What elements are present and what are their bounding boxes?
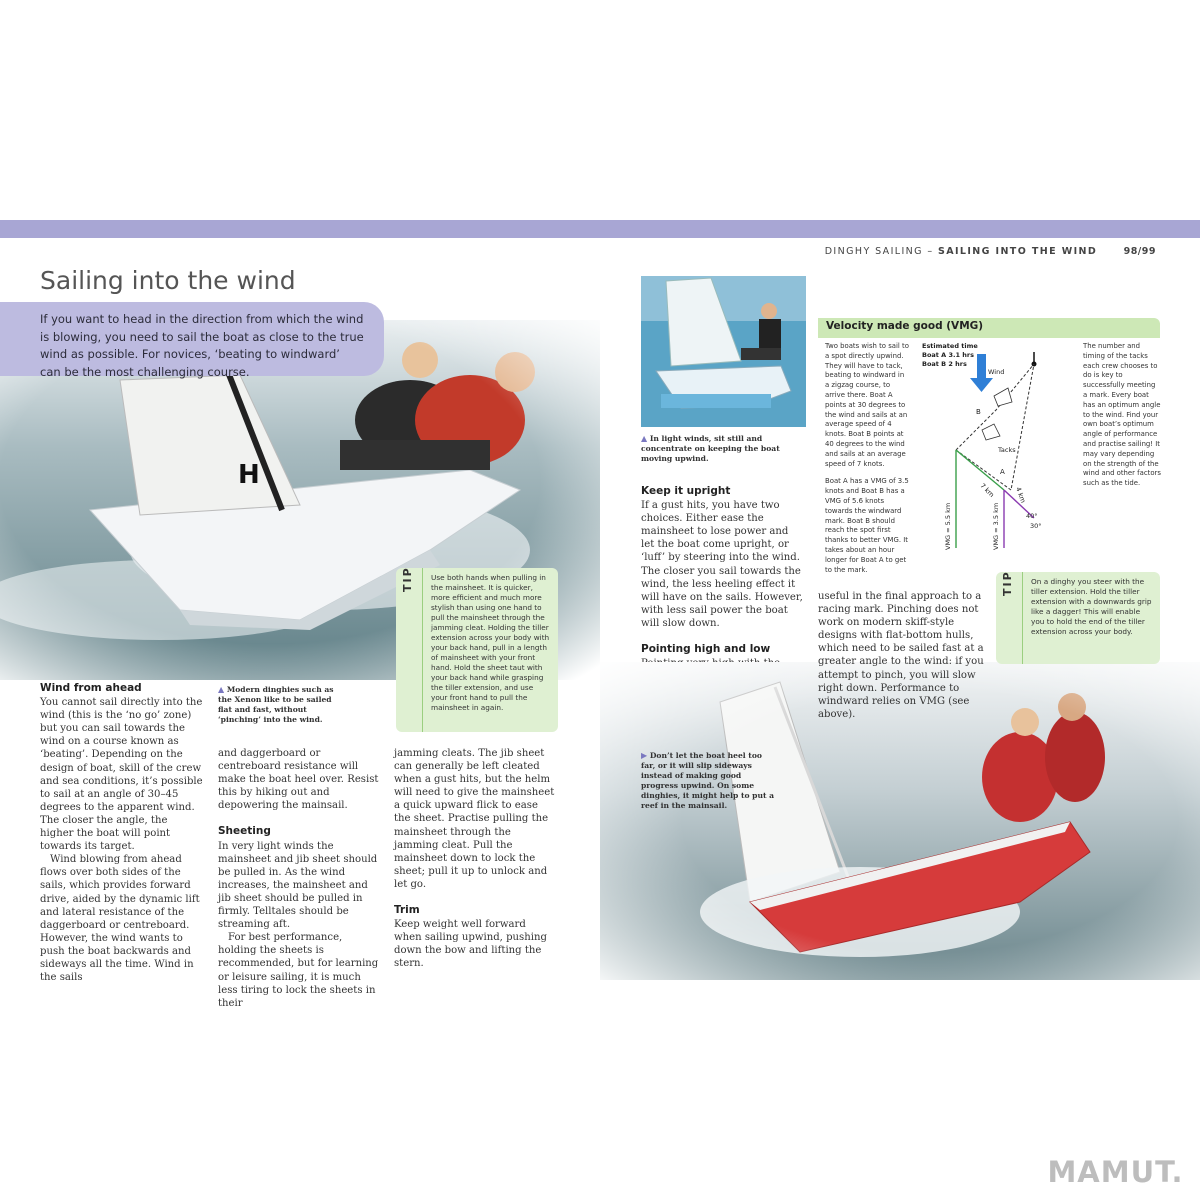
running-head-section: DINGHY SAILING <box>824 246 923 257</box>
column-pointing-cont <box>818 590 988 721</box>
label-b: B <box>976 408 981 416</box>
sheeting-p2: For best performance, holding the sheets is recommended, but for learning or leisure sailing, it is much less tiring to lock the sheets in their <box>218 932 379 1009</box>
tacks-label: Tacks <box>998 446 1016 454</box>
heading-pointing: Pointing high and low <box>641 643 771 656</box>
heading-keep-upright: Keep it upright <box>641 485 731 497</box>
estimated-time-title: Estimated time <box>922 342 978 350</box>
wind-from-ahead-p3: and daggerboard or centreboard resistance will make the boat heel over. Resist this by hiking out and depowering the mainsail. <box>218 748 379 812</box>
vmg-text-2: Boat A has a VMG of 3.5 knots and Boat B has a VMG of 5.6 knots towards the windward mark. Boat B should reach the spot first thanks to better VMG. It takes about an hour longer for Boat A to get to the mark. <box>825 477 909 574</box>
intro-text: If you want to head in the direction from which the wind is blowing, you need to sail the boat as close to the true wind as possible. For novices, ‘beating to windward’ can be the most challenging course. <box>40 312 364 379</box>
caption-arrow-icon: ▶ <box>641 750 648 760</box>
header-band <box>0 220 1200 238</box>
page-numbers: 98/99 <box>1123 246 1156 257</box>
vmg-text-1 <box>825 342 909 575</box>
sheeting-p3: jamming cleats. The jib sheet can generally be left cleated when a gust hits, but the helm will need to give the mainsheet a quick upward flick to ease the sheet. Practise pulling the mainsheet through the jamming cleat. Pull the mainsheet down to lock the sheet; pull it up to unlock and let go. <box>394 748 555 890</box>
caption-arrow-icon: ▲ <box>641 433 648 443</box>
sheeting-p1: In very light winds the mainsheet and jib sheet should be pulled in. As the wind increases, the mainsheet and jib sheet should be pulled in firmly. Telltales should be streaming aft. <box>218 840 378 931</box>
wind-from-ahead-p1: You cannot sail directly into the wind (this is the ‘no go’ zone) but you can sail towards the wind on a course known as ‘beating’. Depending on the design of boat, skill of the crew and sea conditions, it’s possible to sail at an angle of 30–45 degrees to the apparent wind. The closer the angle, the higher the boat will point towards its target. <box>40 697 203 853</box>
heading-trim: Trim <box>394 904 420 917</box>
intro-box <box>0 302 384 379</box>
vmg-diagram-svg <box>916 340 1082 558</box>
vmg-heading: Velocity made good (VMG) <box>818 318 1160 337</box>
track-line-b <box>956 450 1004 490</box>
vmg-panel-border <box>818 337 1160 338</box>
caption-light-winds-text: In light winds, sit still and concentrate on keeping the boat moving upwind. <box>641 434 780 463</box>
watermark-mamut: MAMUT. <box>1043 1156 1188 1188</box>
trim-p1: Keep weight well forward when sailing upwind, pushing down the bow and lifting the stern. <box>394 919 547 970</box>
wind-from-ahead-p2: Wind blowing from ahead flows over both sides of the sails, which provides forward drive, aided by the dynamic lift and lateral resistance of the daggerboard or centreboard. However, the wind wants to push the boat backwards and sideways all the time. Wind in the sails <box>40 854 200 984</box>
column-trim <box>394 747 556 971</box>
tip-text-tiller: On a dinghy you steer with the tiller extension. Hold the tiller extension with a downwards grip like a dagger! This will enable you to hold the end of the tiller extension across your body. <box>1031 577 1152 636</box>
column-wind-from-ahead <box>40 682 204 984</box>
heading-wind-from-ahead: Wind from ahead <box>40 682 142 694</box>
keep-upright-p1: If a gust hits, you have two choices. Either ease the mainsheet to lose power and let the boat come upright, or ‘luff’ by steering into the wind. The closer you sail towards the wind, the less heeling effect it will have on the sails. However, with less sail power the boat will slow down. <box>641 500 803 629</box>
caption-heel-text: Don’t let the boat heel too far, or it will slip sideways instead of making good progress upwind. On some dinghies, it might help to put a reef in the mainsail. <box>641 751 775 810</box>
heading-sheeting: Sheeting <box>218 825 271 838</box>
boat-b-icon <box>994 388 1012 406</box>
tip-box-mainsheet <box>396 568 558 732</box>
tip-label-text: TIP <box>1001 570 1014 596</box>
page-title: Sailing into the wind <box>40 266 296 295</box>
vmg-a-label: VMG = 3.5 km <box>992 502 1000 550</box>
wind-label: Wind <box>988 368 1005 376</box>
boat-a-icon <box>982 424 1000 440</box>
distance-a: 7 km <box>978 481 996 499</box>
boat-b-time: Boat B 2 hrs <box>922 360 967 368</box>
tip-box-tiller <box>996 572 1160 664</box>
sail-letter-h: H <box>238 460 260 490</box>
boat-a-time: Boat A 3.1 hrs <box>922 351 974 359</box>
vmg-b-label: VMG = 5.5 km <box>944 502 952 550</box>
vmg-diagram <box>916 340 1082 558</box>
column-sheeting <box>218 747 382 1010</box>
label-a: A <box>1000 468 1005 476</box>
distance-b: 4 km <box>1014 485 1028 505</box>
photo-light-winds <box>641 276 806 427</box>
tip-text-mainsheet: Use both hands when pulling in the mainsheet. It is quicker, more efficient and much more stylish than using one hand to pull the mainsheet through the jamming cleat. Holding the tiller extension across your body with your back hand, pull in a length of mainsheet with your front hand. Hold the sheet taut with your back hand while grasping the tiller extension, and use your front hand to pull the mainsheet in again. <box>431 573 550 712</box>
photo-light-winds-illustration <box>641 276 806 427</box>
tip-label-text: TIP <box>401 566 414 592</box>
tip-label <box>996 572 1023 664</box>
vmg-text-1-content: Two boats wish to sail to a spot directly upwind. They will have to tack, beating to windward in a zigzag course, to arrive there. Boat A points at 30 degrees to the wind and sails at an average speed of 4 knots. Boat B points at 40 degrees to the wind and sails at an average speed of 7 knots. <box>825 342 909 468</box>
caption-arrow-icon: ▲ <box>218 684 225 694</box>
caption-light-winds <box>641 433 791 464</box>
running-head-separator: – <box>927 246 934 257</box>
vmg-text-3: The number and timing of the tacks each crew chooses to do is key to successfully meeting a mark. Every boat has an optimum angle to the wind. Find your own boat’s optimum angle of performance and practise sailing! It may vary depending on the strength of the wind and other factors such as the tide. <box>1083 342 1161 488</box>
caption-xenon <box>218 684 346 725</box>
running-head <box>825 246 1156 257</box>
angle-40: 40° <box>1026 512 1038 520</box>
caption-xenon-text: Modern dinghies such as the Xenon like to be sailed flat and fast, without ‘pinching’ into the wind. <box>218 685 334 724</box>
angle-30: 30° <box>1030 522 1042 530</box>
pointing-p2: useful in the final approach to a racing mark. Pinching does not work on modern skiff-style designs with flat-bottom hulls, which need to be sailed fast at a greater angle to the wind: if you attempt to pinch, you will slow right down. Performance to windward relies on VMG (see above). <box>818 591 984 720</box>
running-head-chapter: SAILING INTO THE WIND <box>937 246 1098 257</box>
tip-label <box>396 568 423 732</box>
caption-heel <box>641 750 775 811</box>
